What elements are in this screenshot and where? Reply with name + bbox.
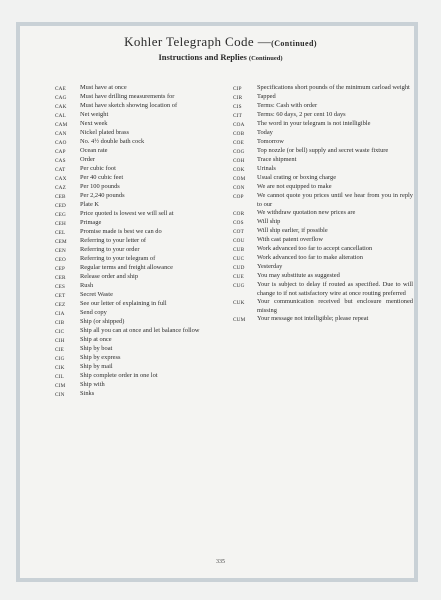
code-meaning: Will ship <box>257 218 281 225</box>
code-meaning: Must have sketch showing location of <box>80 102 178 109</box>
code-meaning: Will ship earlier, if possible <box>257 227 328 234</box>
code-word: COG <box>233 148 245 155</box>
code-entry <box>55 318 225 327</box>
code-meaning: Regular terms and freight allowance <box>80 264 173 271</box>
code-meaning: Terms: Cash with order <box>257 102 318 109</box>
code-meaning: Referring to your letter of <box>80 237 147 244</box>
code-entry <box>233 245 413 254</box>
code-entry <box>233 183 413 192</box>
code-word: CET <box>55 292 66 299</box>
code-entry <box>233 138 413 147</box>
code-meaning: Ship (or shipped) <box>80 318 125 325</box>
code-meaning: Ship with <box>80 381 105 388</box>
title-text: Kohler Telegraph Code <box>124 34 255 49</box>
code-meaning: Specifications short pounds of the minimum carload weight <box>257 84 410 91</box>
code-meaning: The word in your telegram is not intelligible <box>257 120 371 127</box>
code-word: CIK <box>55 364 65 371</box>
code-entry <box>55 336 225 345</box>
code-meaning: We are not equipped to make <box>257 183 332 190</box>
code-meaning: Yesterday <box>257 263 283 270</box>
code-word: CAM <box>55 121 68 128</box>
code-meaning: Urinals <box>257 165 276 172</box>
code-entry <box>233 102 413 111</box>
code-meaning: We cannot quote you prices until we hear from you in reply to our <box>257 192 413 208</box>
code-meaning: Per 40 cubic feet <box>80 174 124 181</box>
code-entry <box>55 129 225 138</box>
page-subtitle <box>0 52 441 62</box>
code-meaning: Price quoted is lowest we will sell at <box>80 210 174 217</box>
code-entry <box>55 300 225 309</box>
code-word: CEB <box>55 193 66 200</box>
code-entry <box>55 345 225 354</box>
code-meaning: Secret Waste <box>80 291 113 298</box>
code-word: CIS <box>233 103 242 110</box>
code-word: COH <box>233 157 245 164</box>
code-word: COP <box>233 193 244 200</box>
code-entry <box>55 228 225 237</box>
code-entry <box>55 192 225 201</box>
code-meaning: Usual crating or boxing charge <box>257 174 337 181</box>
code-meaning: Net weight <box>80 111 109 118</box>
subtitle-suffix: (Continued) <box>248 55 283 62</box>
code-word: CUE <box>233 273 244 280</box>
code-entry <box>233 281 413 298</box>
code-meaning: Work advanced too far to accept cancellation <box>257 245 373 252</box>
code-meaning: Referring to your telegram of <box>80 255 156 262</box>
code-entry <box>55 372 225 381</box>
page-number: 335 <box>216 559 225 565</box>
code-word: COU <box>233 237 245 244</box>
code-entry <box>233 254 413 263</box>
code-meaning: Rush <box>80 282 94 289</box>
code-entry <box>233 156 413 165</box>
code-word: COB <box>233 130 245 137</box>
code-word: CEN <box>55 247 66 254</box>
code-meaning: See our letter of explaining in full <box>80 300 167 307</box>
code-entry <box>55 174 225 183</box>
code-word: CAK <box>55 103 67 110</box>
code-word: CAP <box>55 148 66 155</box>
code-entry <box>55 84 225 93</box>
code-word: CUC <box>233 255 245 262</box>
code-word: CAX <box>55 175 67 182</box>
right-code-column <box>233 84 413 324</box>
code-meaning: Order <box>80 156 95 163</box>
code-entry <box>55 120 225 129</box>
code-meaning: Promise made is best we can do <box>80 228 162 235</box>
code-meaning: Ship by mail <box>80 363 113 370</box>
code-word: COA <box>233 121 245 128</box>
left-code-column <box>55 84 225 399</box>
code-word: CAO <box>55 139 67 146</box>
code-entry <box>55 156 225 165</box>
code-meaning: Today <box>257 129 273 136</box>
code-word: COS <box>233 219 244 226</box>
code-entry <box>55 291 225 300</box>
code-word: CIC <box>55 328 65 335</box>
code-word: CAE <box>55 85 66 92</box>
code-word: CAG <box>55 94 67 101</box>
code-entry <box>55 111 225 120</box>
code-entry <box>233 165 413 174</box>
code-word: CIT <box>233 112 242 119</box>
code-word: CIB <box>55 319 65 326</box>
code-meaning: Primage <box>80 219 102 226</box>
code-entry <box>55 363 225 372</box>
code-meaning: Trace shipment <box>257 156 297 163</box>
code-word: CUB <box>233 246 245 253</box>
code-meaning: With cast patent overflow <box>257 236 323 243</box>
code-meaning: Ocean rate <box>80 147 108 154</box>
code-word: CAN <box>55 130 67 137</box>
code-word: CAZ <box>55 184 66 191</box>
code-meaning: Your is subject to delay if routed as specified. Due to will change to if not satisfactory wire at once routing preferred <box>257 281 413 297</box>
code-entry <box>55 147 225 156</box>
code-meaning: No. 4½ double bath cock <box>80 138 145 145</box>
title-suffix: (Continued) <box>271 39 317 48</box>
code-entry <box>233 84 413 93</box>
code-word: COE <box>233 139 244 146</box>
code-word: CIN <box>55 391 65 398</box>
code-word: CUG <box>233 282 245 289</box>
code-entry <box>233 272 413 281</box>
code-meaning: Send copy <box>80 309 107 316</box>
code-entry <box>55 264 225 273</box>
code-word: CIP <box>233 85 242 92</box>
code-meaning: Ship by express <box>80 354 121 361</box>
code-entry <box>55 183 225 192</box>
code-meaning: Tapped <box>257 93 276 100</box>
code-entry <box>233 147 413 156</box>
code-word: CIG <box>55 355 65 362</box>
code-word: CEH <box>55 220 66 227</box>
code-word: CAL <box>55 112 66 119</box>
code-meaning: Terms: 60 days, 2 per cent 10 days <box>257 111 346 118</box>
code-word: CIE <box>55 346 64 353</box>
code-entry <box>55 93 225 102</box>
code-meaning: Your message not intelligible; please repeat <box>257 315 369 322</box>
code-entry <box>55 246 225 255</box>
code-entry <box>55 201 225 210</box>
code-word: CER <box>55 274 66 281</box>
code-entry <box>55 381 225 390</box>
code-entry <box>233 192 413 209</box>
code-meaning: Sinks <box>80 390 95 397</box>
code-word: CIL <box>55 373 64 380</box>
code-word: CON <box>233 184 245 191</box>
subtitle-text: Instructions and Replies <box>158 52 247 62</box>
code-meaning: Per 100 pounds <box>80 183 120 190</box>
code-entry <box>233 218 413 227</box>
code-word: CAT <box>55 166 66 173</box>
code-entry <box>55 309 225 318</box>
code-meaning: Nickel plated brass <box>80 129 129 136</box>
code-entry <box>233 227 413 236</box>
code-word: CUM <box>233 316 246 323</box>
code-meaning: Tomorrow <box>257 138 284 145</box>
code-meaning: You may substitute as suggested <box>257 272 340 279</box>
code-word: CUK <box>233 299 245 306</box>
code-word: CEG <box>55 211 66 218</box>
code-word: CES <box>55 283 66 290</box>
code-meaning: Ship complete order in one lot <box>80 372 158 379</box>
code-word: CED <box>55 202 66 209</box>
code-meaning: Ship at once <box>80 336 112 343</box>
code-word: CEZ <box>55 301 66 308</box>
code-meaning: Per 2,240 pounds <box>80 192 125 199</box>
code-meaning: We withdraw quotation new prices are <box>257 209 356 216</box>
code-entry <box>233 263 413 272</box>
code-word: CIR <box>233 94 243 101</box>
code-entry <box>233 93 413 102</box>
code-meaning: Ship by boat <box>80 345 113 352</box>
code-meaning: Referring to your order <box>80 246 140 253</box>
code-entry <box>233 209 413 218</box>
code-entry <box>233 129 413 138</box>
code-entry <box>55 138 225 147</box>
code-entry <box>233 174 413 183</box>
code-word: CAS <box>55 157 66 164</box>
code-word: COT <box>233 228 244 235</box>
code-entry <box>55 390 225 399</box>
code-entry <box>233 315 413 324</box>
code-entry <box>55 327 225 336</box>
code-meaning: Must have at once <box>80 84 127 91</box>
code-word: CEP <box>55 265 66 272</box>
code-meaning: Work advanced too far to make alteration <box>257 254 363 261</box>
code-meaning: Next week <box>80 120 108 127</box>
code-word: COK <box>233 166 245 173</box>
code-word: CEO <box>55 256 66 263</box>
code-entry <box>55 354 225 363</box>
code-entry <box>55 210 225 219</box>
code-word: CEL <box>55 229 66 236</box>
code-meaning: Plate K <box>80 201 99 208</box>
code-entry <box>55 255 225 264</box>
code-meaning: Top nozzle (or bell) supply and secret waste fixture <box>257 147 389 154</box>
code-entry <box>233 298 413 315</box>
code-entry <box>233 111 413 120</box>
code-meaning: Your communication received but enclosure mentioned missing <box>257 298 413 314</box>
code-meaning: Per cubic foot <box>80 165 116 172</box>
code-entry <box>233 236 413 245</box>
code-entry <box>55 237 225 246</box>
code-entry <box>55 219 225 228</box>
code-entry <box>55 273 225 282</box>
code-entry <box>233 120 413 129</box>
title-dash: — <box>257 34 272 49</box>
code-word: COM <box>233 175 246 182</box>
code-meaning: Release order and ship <box>80 273 139 280</box>
code-meaning: Must have drilling measurements for <box>80 93 175 100</box>
code-word: CIH <box>55 337 65 344</box>
page-title <box>0 34 441 50</box>
code-meaning: Ship all you can at once and let balance follow <box>80 327 200 334</box>
code-entry <box>55 282 225 291</box>
code-word: CUD <box>233 264 245 271</box>
code-entry <box>55 165 225 174</box>
code-word: COR <box>233 210 245 217</box>
code-word: CIA <box>55 310 65 317</box>
code-word: CEM <box>55 238 67 245</box>
code-word: CIM <box>55 382 66 389</box>
code-entry <box>55 102 225 111</box>
